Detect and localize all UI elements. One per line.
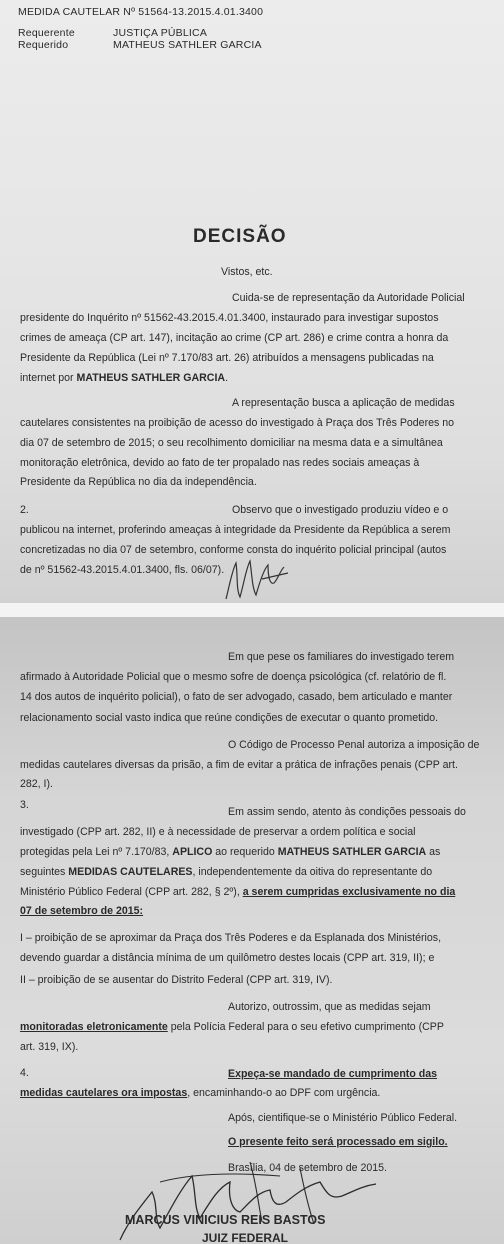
paragraph-line: medidas cautelares ora impostas, encaminhando-o ao DPF com urgência. [20,1087,381,1099]
paragraph-line: cautelares consistentes na proibição de acesso do investigado à Praça dos Três Poderes no [20,417,455,429]
paragraph-line: 282, I). [20,778,53,790]
paragraph-line: monitoradas eletronicamente pela Polícia Federal para o seu efetivo cumprimento (CPP [20,1021,444,1033]
case-number: MEDIDA CAUTELAR Nº 51564-13.2015.4.01.3400 [18,6,264,18]
paragraph-line: O presente feito será processado em sigilo. [228,1136,448,1148]
paragraph-line: art. 319, IX). [20,1041,79,1053]
paragraph-line: Presidente da República no dia da independência. [20,476,257,488]
paragraph-line: Autorizo, outrossim, que as medidas sejam [228,1001,431,1013]
document-page-1 [0,0,504,603]
page-gap [0,603,504,617]
signer-name: MARCUS VINICIUS REIS BASTOS [125,1213,326,1227]
paragraph-line: Vistos, etc. [221,266,273,278]
paragraph-line: I – proibição de se aproximar da Praça dos Três Poderes e da Esplanada dos Ministérios, [20,932,442,944]
requerente-value: JUSTIÇA PÚBLICA [113,27,208,39]
paragraph-line: 14 dos autos de inquérito policial), o fato de ser advogado, casado, bem articulado e manter [20,691,453,703]
section-number: 4. [20,1067,29,1079]
paragraph-line: A representação busca a aplicação de medidas [232,397,455,409]
requerido-value: MATHEUS SATHLER GARCIA [113,39,262,51]
paragraph-line: Em assim sendo, atento às condições pessoais do [228,806,466,818]
paragraph-line: concretizadas no dia 07 de setembro, conforme consta do inquérito policial principal (autos [20,544,447,556]
paragraph-line: presidente do Inquérito nº 51562-43.2015.4.01.3400, instaurado para investigar supostos [20,312,439,324]
paragraph-line: Expeça-se mandado de cumprimento das [228,1068,437,1080]
defendant-name: MATHEUS SATHLER GARCIA [76,372,226,384]
paragraph-line: internet por MATHEUS SATHLER GARCIA. [20,372,229,384]
paragraph-line: monitoração eletrônica, devido ao fato de ter propalado nas redes sociais ameaças à [20,457,420,469]
initials-scribble [222,553,294,603]
paragraph-line: Cuida-se de representação da Autoridade Policial [232,292,465,304]
paragraph-line: afirmado à Autoridade Policial que o mesmo sofre de doença psicológica (cf. relatório de fl. [20,671,447,683]
paragraph-line: devendo guardar a distância mínima de um quilômetro destes locais (CPP art. 319, II); e [20,952,435,964]
paragraph-line: protegidas pela Lei nº 7.170/83, APLICO ao requerido MATHEUS SATHLER GARCIA as [20,846,441,858]
defendant-name: MATHEUS SATHLER GARCIA [277,846,427,858]
date-line: Brasília, 04 de setembro de 2015. [228,1162,388,1174]
section-number: 3. [20,799,29,811]
paragraph-line: 07 de setembro de 2015: [20,905,144,917]
paragraph-line: Presidente da República (Lei nº 7.170/83 art. 26) atribuídos a mensagens publicadas na [20,352,434,364]
requerido-label: Requerido [18,39,69,51]
paragraph-line: de nº 51562-43.2015.4.01.3400, fls. 06/07). [20,564,225,576]
paragraph-line: Após, cientifique-se o Ministério Público Federal. [228,1112,458,1124]
requerente-label: Requerente [18,27,75,39]
paragraph-line: crimes de ameaça (CP art. 147), incitação ao crime (CP art. 286) e crime contra a honra da [20,332,449,344]
paragraph-line: seguintes MEDIDAS CAUTELARES, independentemente da oitiva do representante do [20,866,433,878]
paragraph-line: Observo que o investigado produziu vídeo e o [232,504,449,516]
paragraph-line: II – proibição de se ausentar do Distrito Federal (CPP art. 319, IV). [20,974,333,986]
paragraph-line: medidas cautelares diversas da prisão, a fim de evitar a prática de infrações penais (CPP art. [20,759,458,771]
document-page-2 [0,617,504,1244]
paragraph-line: Ministério Público Federal (CPP art. 282, § 2º), a serem cumpridas exclusivamente no dia [20,886,456,898]
paragraph-line: dia 07 de setembro de 2015; o seu recolhimento domiciliar na mesma data e a simultânea [20,437,443,449]
paragraph-line: investigado (CPP art. 282, II) e à necessidade de preservar a ordem política e social [20,826,416,838]
signer-role: JUIZ FEDERAL [202,1231,289,1244]
section-number: 2. [20,504,29,516]
paragraph-line: relacionamento social vasto indica que reúne condições de executar o quanto prometido. [20,712,439,724]
paragraph-line: Em que pese os familiares do investigado terem [228,651,455,663]
document-title: DECISÃO [193,226,287,247]
paragraph-line: O Código de Processo Penal autoriza a imposição de [228,739,480,751]
paragraph-line: publicou na internet, proferindo ameaças à integridade da Presidente da República a serem [20,524,451,536]
